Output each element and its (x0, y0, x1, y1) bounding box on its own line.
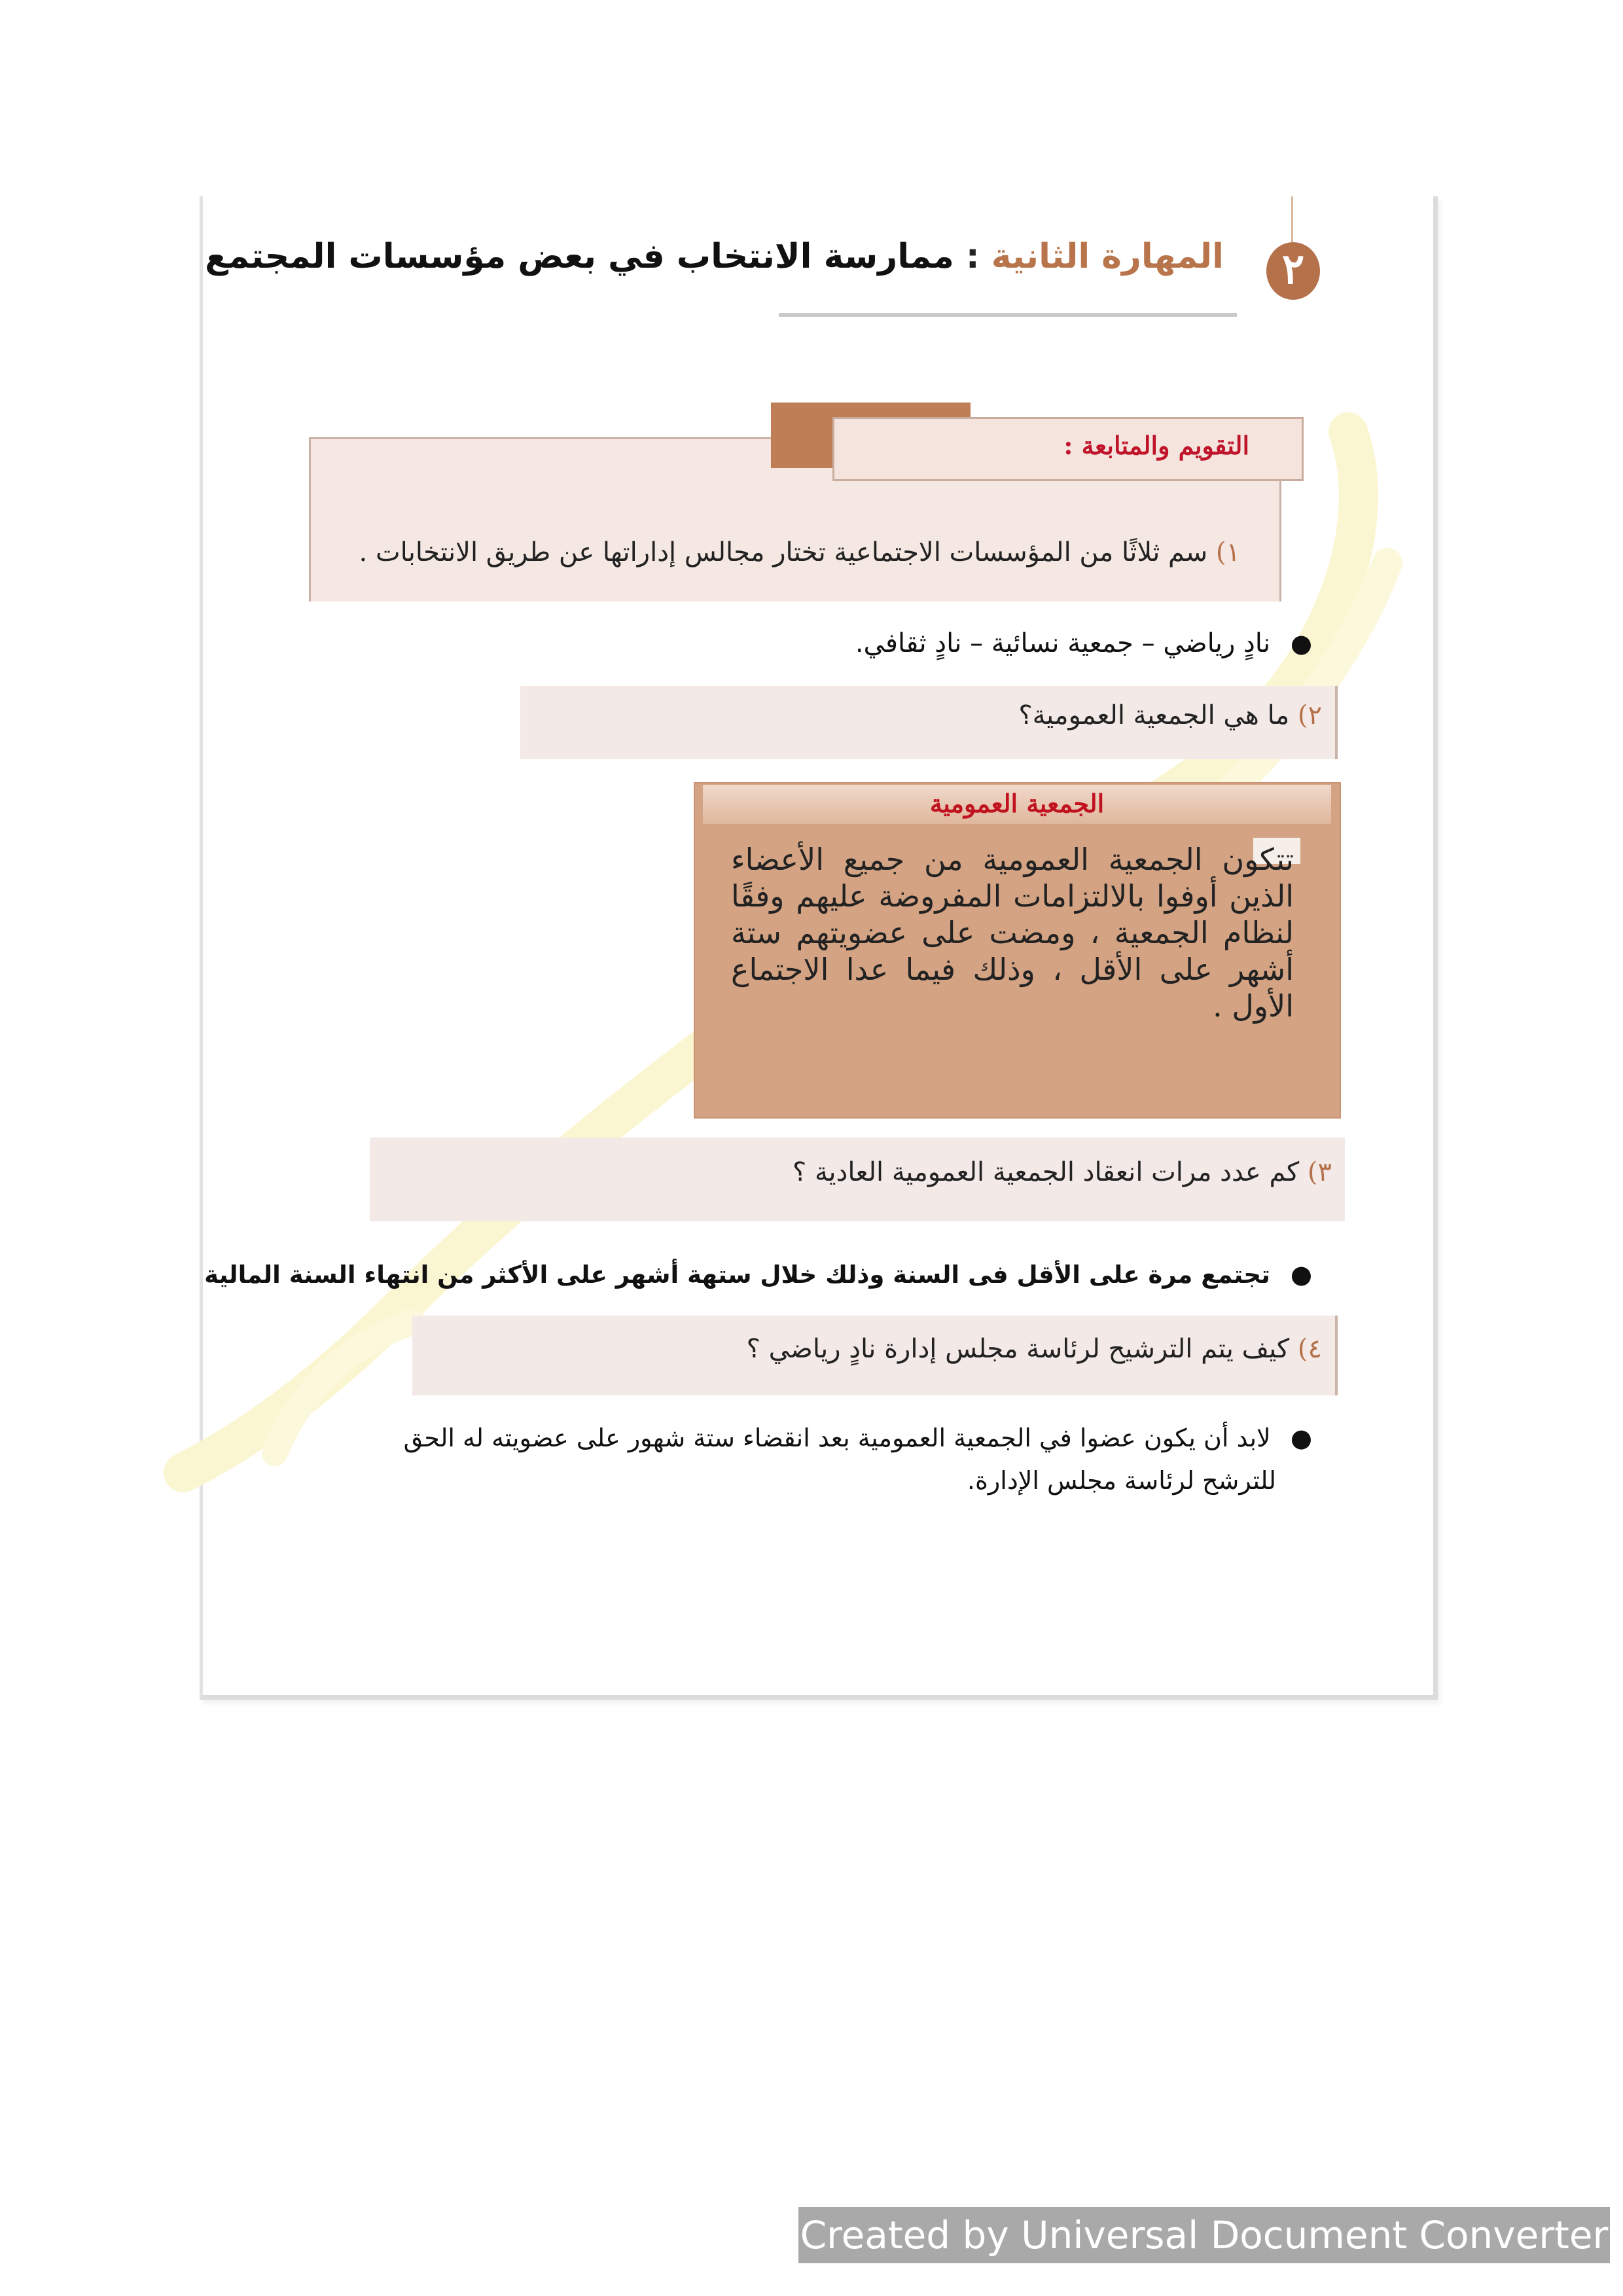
question-4-bar (412, 1316, 1338, 1395)
question-3-number: ٣) (1307, 1157, 1332, 1187)
question-3 (793, 1157, 1332, 1187)
question-3-text: كم عدد مرات انعقاد الجمعية العمومية العادية ؟ (793, 1157, 1300, 1187)
answer-1 (855, 628, 1312, 658)
question-2-number: ٢) (1297, 700, 1322, 730)
definition-card-title: الجمعية العمومية (929, 789, 1105, 818)
question-2 (1018, 700, 1322, 730)
question-4-number: ٤) (1297, 1334, 1322, 1364)
answer-1-text: نادٍ رياضي – جمعية نسائية – نادٍ ثقافي. (855, 628, 1271, 658)
bullet-icon: ● (1290, 629, 1312, 658)
question-2-text: ما هي الجمعية العمومية؟ (1018, 700, 1290, 730)
question-3-bar (370, 1138, 1345, 1221)
question-1-number: ١) (1215, 537, 1240, 567)
question-1 (359, 537, 1240, 567)
question-2-bar (520, 686, 1338, 759)
question-4 (747, 1334, 1322, 1364)
skill-label: المهارة الثانية (991, 237, 1224, 276)
question-1-text: سم ثلاثًا من المؤسسات الاجتماعية تختار مجالس إداراتها عن طريق الانتخابات . (359, 537, 1208, 567)
skill-separator: : (965, 237, 980, 276)
answer-3-text: تجتمع مرة على الأقل فى السنة وذلك خلال ستهة أشهر على الأكثر من انتهاء السنة المالية (204, 1261, 1270, 1289)
definition-card-body: تتكون الجمعية العمومية من جميع الأعضاء الذين أوفوا بالالتزامات المفروضة عليهم وفقًا لنظام الجمعية ، ومضت على عضويتهم ستة أشهر على الأقل ، وذلك فيما عدا الاجتماع الأول . (731, 842, 1294, 1024)
answer-4-text-1: لابد أن يكون عضوا في الجمعية العمومية بعد انقضاء ستة شهور على عضويته له الحق (403, 1424, 1271, 1452)
answer-4-line-2 (967, 1466, 1276, 1495)
evaluation-tab-label: التقويم والمتابعة : (1063, 431, 1249, 460)
converter-footer: Created by Universal Document Converter (798, 2207, 1610, 2263)
skill-title (205, 237, 1224, 276)
badge-stem (1291, 196, 1293, 242)
answer-4-text-2: للترشح لرئاسة مجلس الإدارة. (967, 1466, 1276, 1495)
skill-number-badge: ٢ (1266, 242, 1320, 300)
answer-4-line-1 (404, 1424, 1312, 1452)
header-rule (779, 313, 1237, 317)
evaluation-tab (832, 417, 1304, 481)
definition-card-header (703, 785, 1331, 824)
skill-text: ممارسة الانتخاب في بعض مؤسسات المجتمع (205, 237, 954, 276)
bullet-icon: ● (1290, 1260, 1312, 1289)
bullet-icon: ● (1290, 1424, 1312, 1452)
definition-card (694, 782, 1341, 1119)
answer-3 (204, 1260, 1312, 1289)
question-4-text: كيف يتم الترشيح لرئاسة مجلس إدارة نادٍ رياضي ؟ (746, 1334, 1290, 1364)
